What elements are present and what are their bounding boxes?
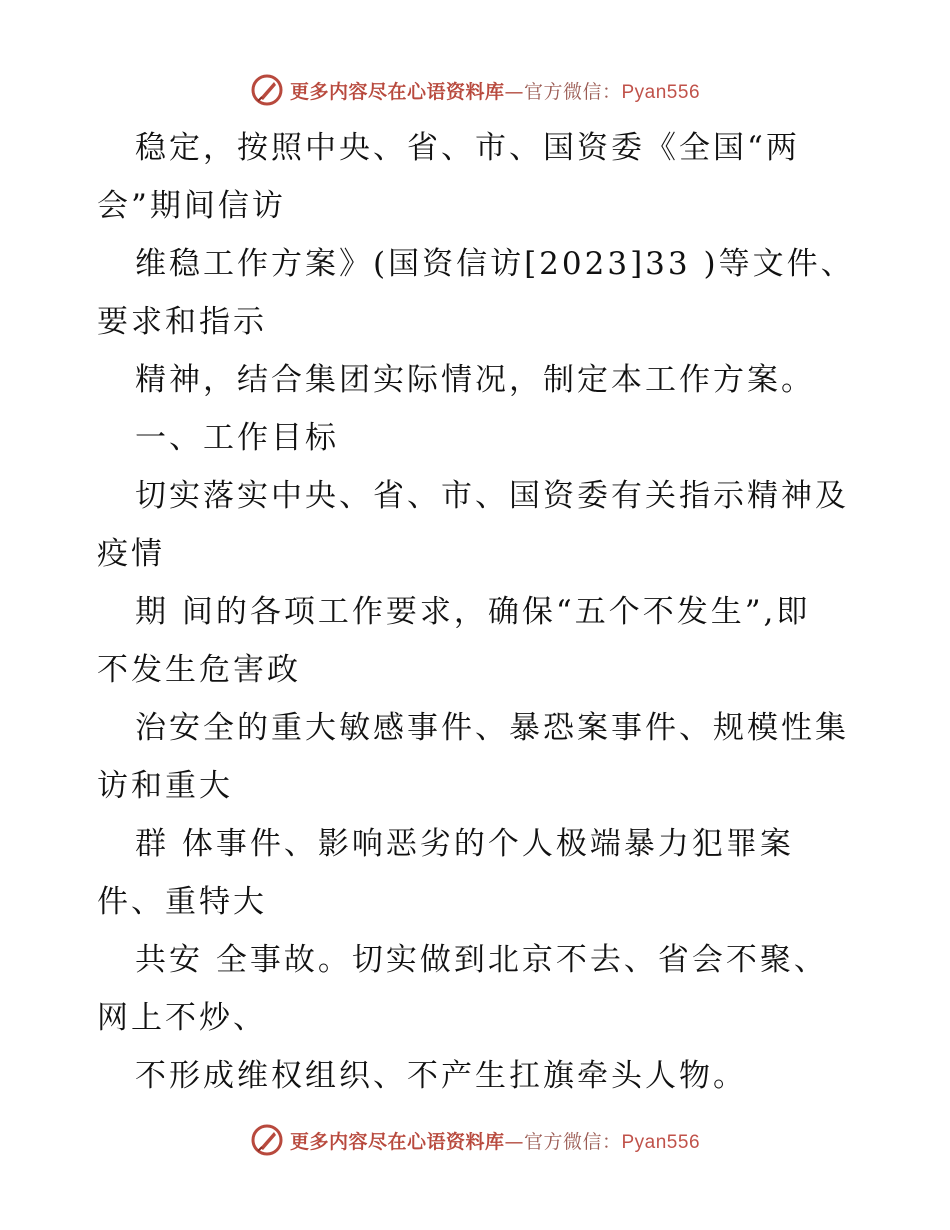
footer-watermark-banner [0,1120,950,1160]
watermark-wechat-label: 官方微信： [523,80,622,103]
body-line: 网上不炒、 [97,1000,267,1036]
body-line: 不形成维权组织、不产生扛旗牵头人物。 [135,1058,747,1094]
watermark-dash: — [504,1130,524,1153]
watermark-wechat-label: 官方微信： [523,1130,622,1153]
body-line: 切实落实中央、省、市、国资委有关指示精神及 [135,478,849,514]
body-line: 期 间的各项工作要求，确保“五个不发生”,即 [135,594,811,630]
body-line: 稳定，按照中央、省、市、国资委《全国“两 [135,130,800,166]
watermark-wechat-id: Pyan556 [621,81,701,103]
watermark-brand: 更多内容尽在心语资料库 [289,80,505,103]
body-line: 会”期间信访 [97,188,286,224]
watermark-brand: 更多内容尽在心语资料库 [289,1130,505,1153]
body-line: 件、重特大 [97,884,267,920]
header-watermark-banner [0,70,950,110]
watermark-wechat-id: Pyan556 [621,1131,701,1153]
watermark-dash: — [504,80,524,103]
body-line: 维稳工作方案》(国资信访[2023]33 )等文件、 [135,246,855,282]
body-line: 精神，结合集团实际情况，制定本工作方案。 [135,362,815,398]
body-line: 共安 全事故。切实做到北京不去、省会不聚、 [135,942,828,978]
body-line: 不发生危害政 [97,652,301,688]
quill-logo-icon [250,73,284,107]
section-heading: 一、工作目标 [135,420,339,456]
body-line: 访和重大 [97,768,233,804]
body-line: 疫情 [97,536,165,572]
quill-logo-icon [250,1123,284,1157]
body-line: 群 体事件、影响恶劣的个人极端暴力犯罪案 [135,826,794,862]
body-line: 要求和指示 [97,304,267,340]
body-line: 治安全的重大敏感事件、暴恐案事件、规模性集 [135,710,849,746]
